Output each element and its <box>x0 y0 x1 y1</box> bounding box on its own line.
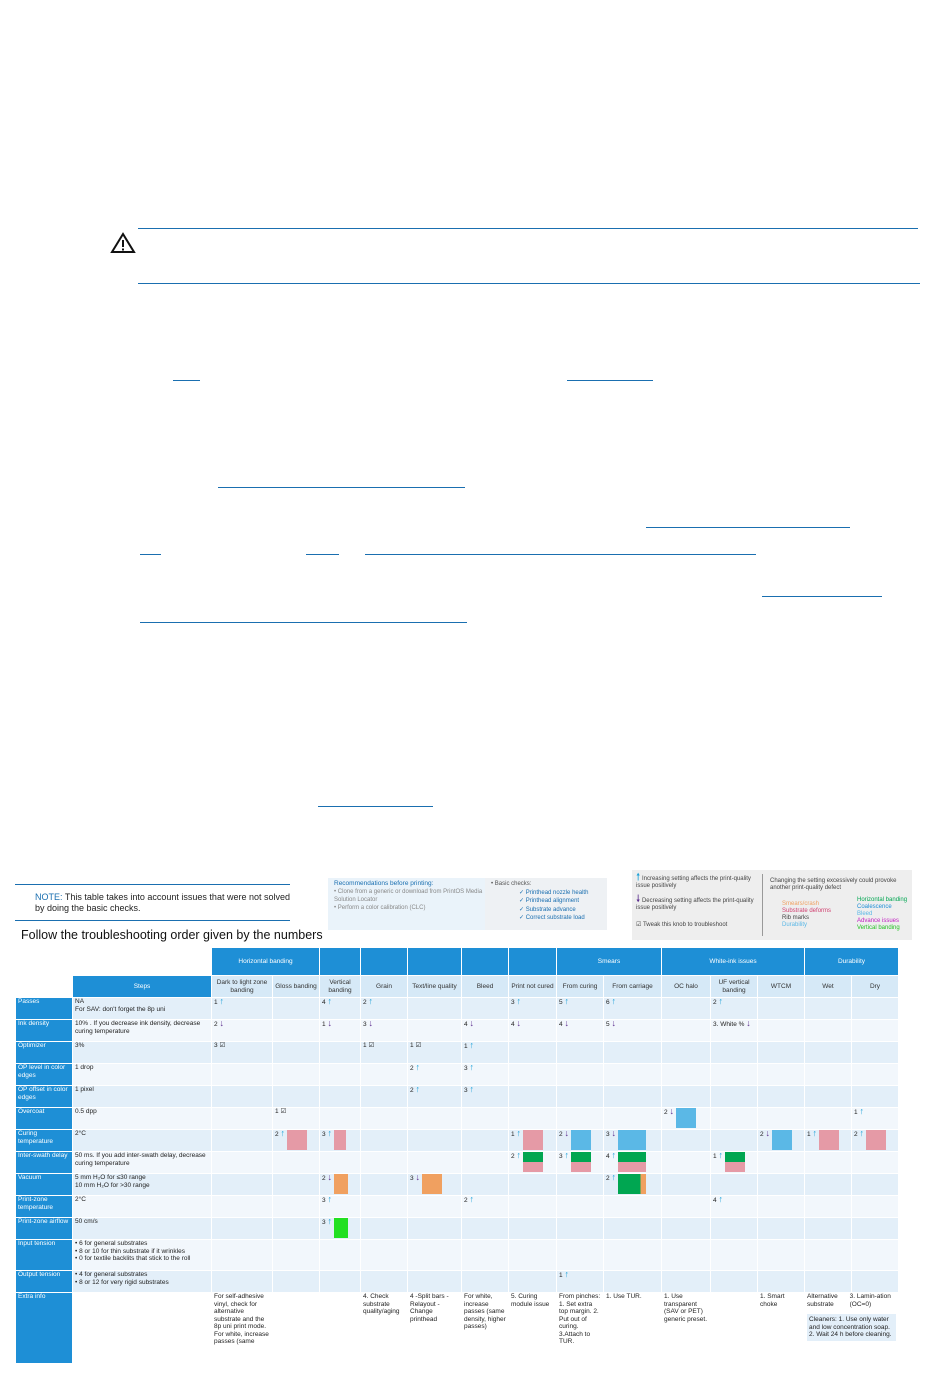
arrow-down-icon: ↓ <box>611 1129 616 1138</box>
row-label: Curing temperature <box>16 1130 73 1152</box>
group-smears: Smears <box>557 948 662 976</box>
row-label: Ink density <box>16 1020 73 1042</box>
column-header: From carriage <box>604 976 662 998</box>
row-label: OP offset in color edges <box>16 1086 73 1108</box>
green-orange-square <box>618 1174 646 1194</box>
legend-defect: Rib marks <box>782 915 810 921</box>
column-header: Wet <box>805 976 852 998</box>
legend-defect: Bleed <box>857 911 873 917</box>
arrow-up-icon: ↑ <box>718 1151 723 1160</box>
arrow-up-icon: ↑ <box>327 997 332 1006</box>
row-label: Overcoat <box>16 1108 73 1130</box>
arrow-up-icon: ↑ <box>564 1270 569 1279</box>
arrow-down-icon: ↓ <box>669 1107 674 1116</box>
arrow-up-icon: ↑ <box>516 1129 521 1138</box>
basic-checks-title: • Basic checks: <box>491 881 532 887</box>
legend-defect: Advance issues <box>857 918 900 924</box>
extra-info: Alternative substrate 3. Lamin-ation (OC=0) Cleaners: 1. Use only water and low concentration soap. 2. Wait 24 h before cleaning. <box>805 1293 899 1364</box>
blue-square <box>618 1130 646 1150</box>
link[interactable] <box>365 554 756 555</box>
blue-square <box>676 1108 696 1128</box>
table-row: Curing temperature 2°C 2 ↑ 3 ↑ 1 ↑ 2 ↓ 3 ↓ 2 ↓ 1 ↑ 2 ↑ <box>16 1130 899 1152</box>
recommendation-item: • Perform a color calibration (CLC) <box>334 905 426 911</box>
table-row: Output tension • 4 for general substrates • 8 or 12 for very rigid substrates 1 ↑ <box>16 1271 899 1293</box>
table-row: Optimizer 3% 3 ☑ 1 ☑ 1 ☑ 1 ↑ <box>16 1042 899 1064</box>
extra-info: 5. Curing module issue <box>509 1293 557 1364</box>
arrow-down-icon: ↓ <box>564 1129 569 1138</box>
arrow-down-icon: ↓ <box>516 1019 521 1028</box>
troubleshooting-table-figure <box>15 868 912 1378</box>
group-white-ink: White-ink issues <box>662 948 805 976</box>
arrow-down-icon: ↓ <box>765 1129 770 1138</box>
row-label: Print-zone airflow <box>16 1218 73 1240</box>
table-row: OP offset in color edges 1 pixel 2 ↑ 3 ↑ <box>16 1086 899 1108</box>
arrow-up-icon: ↑ <box>611 1151 616 1160</box>
legend-defect: Durability <box>782 922 808 928</box>
green-pink-square <box>725 1152 745 1172</box>
extra-info: For self-adhesive vinyl, check for alternative substrate and the 8p uni print mode. For white, increase passes (same <box>212 1293 273 1364</box>
arrow-up-icon: ↑ <box>219 997 224 1006</box>
green-pink-square <box>571 1152 591 1172</box>
link[interactable] <box>140 622 467 623</box>
table-row: Vacuum 5 mm H₂O for ≤30 range 10 mm H₂O for >30 range 2 ↓ 3 ↓ 2 ↑ <box>16 1174 899 1196</box>
basic-check-item: ✓ Substrate advance <box>519 906 576 913</box>
link[interactable] <box>762 596 882 597</box>
extra-info: 1. Use transparent (SAV or PET) generic preset. <box>662 1293 711 1364</box>
step-cell: 10% . If you decrease ink density, decrease curing temperature <box>73 1020 212 1042</box>
knob-check-icon: ☑ <box>368 1042 375 1049</box>
arrow-up-icon: ↑ <box>812 1129 817 1138</box>
note-box <box>15 884 290 921</box>
arrow-down-icon: ↓ <box>219 1019 224 1028</box>
arrow-down-icon: ↓ <box>746 1019 751 1028</box>
table-row: Overcoat 0.5 dpp 1 ☑ 2 ↓ 1 ↑ <box>16 1108 899 1130</box>
group-durability: Durability <box>805 948 899 976</box>
row-label: Vacuum <box>16 1174 73 1196</box>
row-label: Optimizer <box>16 1042 73 1064</box>
arrow-up-icon: ↑ <box>368 997 373 1006</box>
pink-square <box>866 1130 886 1150</box>
step-cell: NA For SAV: don't forget the 8p uni <box>73 998 212 1020</box>
lime-square <box>334 1218 348 1238</box>
arrow-down-icon: ↓ <box>415 1173 420 1182</box>
note-text: This table takes into account issues that were not solved by doing the basic checks. <box>35 892 290 913</box>
basic-checks-box <box>485 878 607 930</box>
step-cell: • 6 for general substrates • 8 or 10 for thin substrate if it wrinkles • 0 for textile backlits that stick to the roll <box>73 1240 212 1271</box>
step-cell: 0.5 dpp <box>73 1108 212 1130</box>
column-header: Vertical banding <box>320 976 361 998</box>
arrow-up-icon: ↑ <box>327 1129 332 1138</box>
arrow-up-icon: ↑ <box>469 1195 474 1204</box>
column-header: OC halo <box>662 976 711 998</box>
arrow-up-icon: ↑ <box>469 1085 474 1094</box>
knob-check-icon: ☑ <box>219 1042 226 1049</box>
pink-square <box>819 1130 839 1150</box>
arrow-up-icon: ↑ <box>859 1129 864 1138</box>
arrow-up-icon: ↑ <box>564 997 569 1006</box>
blue-square <box>571 1130 591 1150</box>
arrow-up-icon: ↑ <box>564 1151 569 1160</box>
green-pink-square <box>618 1152 646 1172</box>
legend-box <box>632 870 912 940</box>
legend-knob: ☑ Tweak this knob to troubleshoot <box>636 922 728 928</box>
green-pink-square <box>523 1152 543 1172</box>
table-row <box>16 1240 899 1271</box>
table-row: Print-zone airflow 50 cm/s 3 ↑ <box>16 1218 899 1240</box>
table-row: Inter-swath delay 50 ms. If you add inter-swath delay, decrease curing temperature 2 ↑ 3 ↑ 4 ↑ 1 ↑ <box>16 1152 899 1174</box>
link[interactable] <box>646 527 850 528</box>
arrow-down-icon: ↓ <box>611 1019 616 1028</box>
table-row: OP level in color edges 1 drop 2 ↑ 3 ↑ <box>16 1064 899 1086</box>
recommendations-box <box>328 878 490 930</box>
legend-defect: Substrate deforms <box>782 908 832 914</box>
legend-defect: Coalescence <box>857 904 892 910</box>
step-cell: 5 mm H₂O for ≤30 range 10 mm H₂O for >30 range <box>73 1174 212 1196</box>
arrow-up-icon: ↑ <box>516 997 521 1006</box>
column-header: Grain <box>361 976 408 998</box>
table-row <box>16 1293 899 1364</box>
blue-square <box>772 1130 792 1150</box>
column-header: Bleed <box>462 976 509 998</box>
arrow-up-icon: ↑ <box>859 1107 864 1116</box>
link[interactable] <box>306 554 339 555</box>
column-header: Text/line quality <box>408 976 462 998</box>
extra-info: From pinches: 1. Set extra top margin. 2. Put out of curing. 3.Attach to TUR. <box>557 1293 604 1364</box>
step-cell: 3% <box>73 1042 212 1064</box>
step-cell: • 4 for general substrates • 8 or 12 for very rigid substrates <box>73 1271 212 1293</box>
arrow-up-icon: ↑ <box>415 1085 420 1094</box>
caution-box <box>110 228 920 284</box>
arrow-down-icon: ↓ <box>327 1173 332 1182</box>
arrow-down-icon: ↓ <box>327 1019 332 1028</box>
arrow-up-icon: ↑ <box>415 1063 420 1072</box>
column-header: Dry <box>852 976 899 998</box>
troubleshooting-grid <box>15 947 899 1364</box>
column-header: Print not cured <box>509 976 557 998</box>
arrow-up-icon: ↑ <box>280 1129 285 1138</box>
arrow-up-icon: ↑ <box>327 1217 332 1226</box>
legend-defect: Horizontal banding <box>857 897 908 903</box>
arrow-up-icon: ↑ <box>327 1195 332 1204</box>
row-label: Passes <box>16 998 73 1020</box>
pink-square <box>523 1130 543 1150</box>
step-cell: 1 drop <box>73 1064 212 1086</box>
arrow-up-icon: 🠕 <box>636 872 641 883</box>
note-prefix: NOTE: <box>35 892 63 902</box>
arrow-down-icon: 🠗 <box>636 894 641 905</box>
column-header: UF vertical banding <box>711 976 758 998</box>
arrow-down-icon: ↓ <box>368 1019 373 1028</box>
extra-info: 1. Smart choke <box>758 1293 805 1364</box>
arrow-up-icon: ↑ <box>611 997 616 1006</box>
link[interactable] <box>318 806 433 807</box>
pink-square <box>334 1130 346 1150</box>
recommendations-title: Recommendations before printing: <box>334 880 434 887</box>
column-header: From curing <box>557 976 604 998</box>
orange-square <box>422 1174 442 1194</box>
row-label: OP level in color edges <box>16 1064 73 1086</box>
follow-heading: Follow the troubleshooting order given by the numbers <box>21 928 323 942</box>
arrow-up-icon: ↑ <box>611 1173 616 1182</box>
knob-check-icon: ☑ <box>415 1042 422 1049</box>
extra-info: 4 -Split bars -Relayout -Change printhead <box>408 1293 462 1364</box>
arrow-up-icon: ↑ <box>718 1195 723 1204</box>
knob-check-icon: ☑ <box>636 922 642 928</box>
knob-check-icon: ☑ <box>280 1108 287 1115</box>
legend-down: 🠗 Decreasing setting affects the print-quality issue positively <box>636 894 754 911</box>
table-row: Print-zone temperature 2°C 3 ↑ 2 ↑ 4 ↑ <box>16 1196 899 1218</box>
steps-header: Steps <box>73 976 212 998</box>
step-cell: 50 ms. If you add inter-swath delay, decrease curing temperature <box>73 1152 212 1174</box>
basic-check-item: ✓ Printhead alignment <box>519 898 580 904</box>
link[interactable] <box>218 487 465 488</box>
table-row: Passes NA For SAV: don't forget the 8p uni 1 ↑ 4 ↑ 2 ↑ 3 ↑ 5 ↑ 6 ↑ 2 ↑ <box>16 998 899 1020</box>
arrow-down-icon: ↓ <box>564 1019 569 1028</box>
link[interactable] <box>140 554 161 555</box>
step-cell: 2°C <box>73 1196 212 1218</box>
extra-info: 1. Use TUR. <box>604 1293 662 1364</box>
basic-check-item: ✓ Printhead nozzle health <box>519 889 589 896</box>
legend-up: 🠕 Increasing setting affects the print-quality issue positively <box>636 872 751 889</box>
arrow-down-icon: ↓ <box>469 1019 474 1028</box>
row-label: Inter-swath delay <box>16 1152 73 1174</box>
step-cell: 2°C <box>73 1130 212 1152</box>
recommendation-item: • Clone from a generic or download from PrintOS Media Solution Locator <box>334 889 483 903</box>
legend-defect: Vertical banding <box>857 925 900 931</box>
row-label: Print-zone temperature <box>16 1196 73 1218</box>
table-row: Ink density 10% . If you decrease ink density, decrease curing temperature 2 ↓ 1 ↓ 3 ↓ 4 ↓ 4 ↓ 4 ↓ 5 ↓ 3. White % ↓ <box>16 1020 899 1042</box>
row-label: Extra info <box>16 1293 73 1364</box>
extra-info: 4. Check substrate quality/aging <box>361 1293 408 1364</box>
row-label: Output tension <box>16 1271 73 1293</box>
caution-top-rule <box>138 228 918 229</box>
group-horizontal-banding: Horizontal banding <box>212 948 320 976</box>
pink-square <box>287 1130 307 1150</box>
legend-defect: Smears/crash <box>782 901 820 907</box>
column-header: WTCM <box>758 976 805 998</box>
warning-triangle-icon <box>110 232 136 254</box>
basic-check-item: ✓ Correct substrate load <box>519 915 585 921</box>
legend-excess: Changing the setting excessively could provoke another print-quality defect <box>770 878 897 891</box>
link[interactable] <box>567 380 653 381</box>
orange-square <box>334 1174 348 1194</box>
extra-info: For white, increase passes (same density, higher passes) <box>462 1293 509 1364</box>
caution-bottom-rule <box>138 283 920 284</box>
step-cell: 1 pixel <box>73 1086 212 1108</box>
arrow-up-icon: ↑ <box>469 1041 474 1050</box>
link[interactable] <box>173 380 200 381</box>
arrow-up-icon: ↑ <box>516 1151 521 1160</box>
step-cell: 50 cm/s <box>73 1218 212 1240</box>
column-header: Gloss banding <box>273 976 320 998</box>
arrow-up-icon: ↑ <box>718 997 723 1006</box>
arrow-up-icon: ↑ <box>469 1063 474 1072</box>
column-header: Dark to light zone banding <box>212 976 273 998</box>
row-label: Input tension <box>16 1240 73 1271</box>
